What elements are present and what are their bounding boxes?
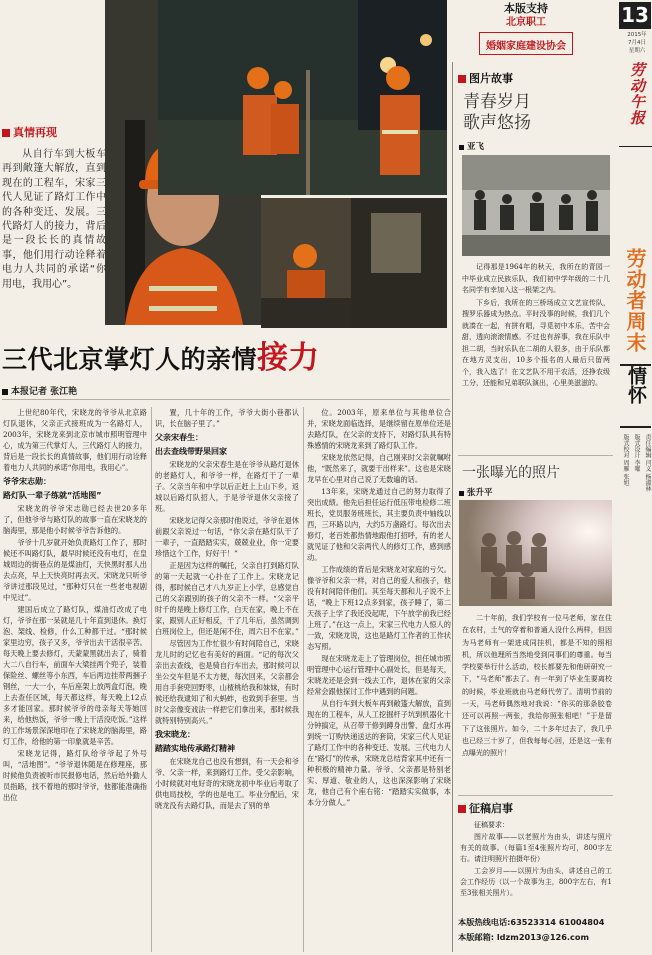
story-column-2 xyxy=(155,407,299,952)
repair-illustration xyxy=(261,198,447,328)
subheading: 爷爷宋志勋： xyxy=(3,477,51,486)
photo-workers-night xyxy=(158,0,447,195)
photo-story-title xyxy=(463,92,613,134)
exposure-body xyxy=(462,612,612,761)
headline-rule xyxy=(2,399,450,400)
headline-emphasis: 接力 xyxy=(257,340,320,376)
call-body xyxy=(460,820,612,900)
call-tag-label: 征稿启事 xyxy=(469,802,513,815)
story-column-1 xyxy=(3,407,147,952)
credit-design: 版式设计 李曜 xyxy=(633,434,640,472)
call-email: 本版邮箱: ldzm2013@126.com xyxy=(458,932,590,942)
author-square-icon xyxy=(459,145,464,150)
story-column-3 xyxy=(307,407,451,952)
photo-story-title-1: 青春岁月 xyxy=(463,92,531,112)
paragraph: 上世纪80年代，宋晓龙的爷爷从北京路灯队退休，父亲正式接班成为一名路灯人，2003年，宋晓龙来到北京市城市照明管理中心，成为第三代掌灯人，三代路灯人的接力，背后是一段长长的真情故事，他们用行动诠释着电力人共同的承诺“你用电，我用心”。 xyxy=(3,408,147,472)
photo-story-body xyxy=(462,262,610,391)
photo-tag-square-icon xyxy=(458,75,466,83)
column-title: 情怀 xyxy=(625,366,647,404)
photo-story-title-2: 歌声悠扬 xyxy=(463,113,531,133)
date-year: 2015年 xyxy=(627,32,647,38)
sponsor-line2-box xyxy=(479,32,573,55)
newspaper-logo: 劳动午报 xyxy=(628,62,646,126)
headline-main: 三代北京掌灯人的亲情 xyxy=(2,345,258,374)
paragraph: 位。2003年，原来单位与其他单位合并，宋晓龙面临选择，是继续留在原单位还是去路灯队，在父亲的支持下，对路灯队具有特殊感情的宋晓龙来到了路灯队工作。 xyxy=(307,408,451,450)
paragraph: 爷爷十几岁就开始负责路灯工作了，那时候还不叫路灯队，最早时候还没有电灯，在皇城周边的街巷点的是煤油灯，天快黑时那人出去点亮，早上天快亮时再去灭。宋晓龙只听爷爷讲过那段见过，“那种灯只在一些老电视剧中见过”。 xyxy=(3,538,147,602)
sponsor-line2: 婚姻家庭建设协会 xyxy=(486,41,566,52)
column-rule-2 xyxy=(303,407,304,952)
date-block xyxy=(622,31,652,55)
call-separator xyxy=(458,795,613,796)
paragraph: 13年来，宋晓龙通过自己的努力取得了突出成绩。他先后担任运行低压带电检修二班班长，党员服务班班长，其主要负责中轴线以西，三环路以内，大约5万盏路灯。每次出去修灯，老百姓都热情地跟他打招呼，有的老人就见证了他和父亲两代人的修灯工作，感到感动。 xyxy=(307,487,451,562)
exposure-author-square-icon xyxy=(459,491,464,496)
paragraph: 宋晓龙记得，路灯队给爷爷起了外号叫，“活地图”。“爷爷退休随是在修理座，那时候他负责被听市民报修电话，然后给外勤人员指路，找不着地的那时爷爷，他都能准确指出位 xyxy=(3,749,147,802)
paragraph: 在宋晓龙自己也没有想到，有一天会和爷爷、父亲一样，来到路灯工作。受父亲影响，小时候就对电好奇的宋晓龙初中毕业后考取了供电局技校，学的也是电工。毕业分配后，宋晓龙没有去路灯队，而是去了别的单 xyxy=(155,757,299,810)
photo-worker-repair xyxy=(261,198,447,328)
photo-story-author-name: 亚飞 xyxy=(467,142,485,152)
exposure-author xyxy=(459,486,493,498)
paragraph: 图片故事——以老照片为由头，讲述与照片有关的故事。（每篇1至4张照片均可，800字左右。请注明照片拍摄年份） xyxy=(460,833,612,863)
paragraph: 工作成绩的背后是宋晓龙对家庭的亏欠。像爷爷和父亲一样，对自己的爱人和孩子，他没有时间陪伴他们。其至每天都和儿子说不上话，“晚上下班12点多到家，孩子睡了，第二天孩子上学了我还没起呢，下午放学前我已经上班了。”在这一点上，宋家三代电力人惊人的一致，宋晓龙说，这也是路灯工作者的工作状态写照。 xyxy=(307,565,451,651)
headline xyxy=(2,332,452,377)
paragraph: 建国后成立了路灯队，煤油灯改成了电灯，爷爷在那一呆就是几十年直到退休。换灯泡、架线、检修，什么工种都干过。“那时候家里边穷，孩子又多，爷爷出去干活很辛苦。每天晚上要去修灯，天蒙蒙黑就出去了，骑着大二八自行车，前面车大梁挂两个兜子，装着保险丝、螺丝等小东西，车后两边挂带两捆子钢丝，一大一小，车后座架上放两盒灯泡，晚上去查任区域，每天都这样，每天晚上12点多才能回家。那时候爷爷的母亲每天等她回来，给他热饭，爷爷一晚上干活没吃饭。”这样的工作场景深深地印在了宋晓龙的脑海里，路灯工作，给他的第一印象就是辛苦。 xyxy=(3,605,147,746)
credit-proof: 版式校对 周雁 张旭 xyxy=(622,434,629,486)
paragraph: 二十年前，我们学校有一位马老师，家在住在农村，土气的穿着和普通人没什么两样，但因为马老师有一架进成同挂机，都是不知的照相机，所以他理所当然地受到同事们的尊重。每当学校要举行什么活动，校长都要先和他研研究一下，“马老师”都去了。有一年到了毕业生要离校的时候，毕业班就由马老师代劳了。清明节前的一天，马老师偶然地对我说：“你买的那条胶卷还可以再照一两张，我给你照张相吧！”于是留下了这张照片。如今，二十多年过去了，我几乎也已经三十岁了，但我每每心回，还是这一张有点曝光的照片！ xyxy=(462,614,612,758)
story-separator xyxy=(458,455,613,456)
paragraph: 正是因为这样的嘱托，父亲自打到路灯队的第一天起就一心扑在了工作上。宋晓龙记得，那时候自己才八九岁正上小学，总感觉自己的父亲跟别的孩子的父亲不一样。“父亲平时千的是晚上修灯工作，白天在家，晚上不在家，跟别人正好相反，干了几年后，虽然调到白班岗位上，但还是闲不住，周六日不在家。” xyxy=(155,561,299,636)
credits xyxy=(612,434,652,539)
credit-editor: 责任编辑 闫义 杨淑林 xyxy=(644,434,651,492)
photo-story-tag-label: 图片故事 xyxy=(469,72,513,85)
tag-square-icon xyxy=(2,129,10,137)
column-rule-1 xyxy=(151,407,152,952)
column-box xyxy=(620,364,651,428)
section-title: 劳动者周末 xyxy=(623,248,647,353)
exposed-photo-illustration xyxy=(459,500,612,606)
paragraph: 宋晓龙的爷爷宋志勋已经去世20多年了，但他爷爷与路灯队的故事一直在宋晓龙的脑海里，那是他小时候爷爷告诉他的。 xyxy=(3,504,147,535)
subheading: 父亲宋春生： xyxy=(155,433,203,442)
subheading: 踏踏实地传承路灯精神 xyxy=(155,744,235,753)
sponsor-label: 本版支持 xyxy=(504,2,548,15)
photo-story-tag xyxy=(458,70,513,86)
date-day: 7月4日 xyxy=(628,40,646,46)
sponsor-box xyxy=(452,2,600,58)
photo-exposed xyxy=(459,500,612,606)
exposure-author-name: 张升平 xyxy=(467,488,493,498)
exposure-title: 一张曝光的照片 xyxy=(462,465,560,481)
paragraph: 尽管因为工作忙很少有时间陪自己，宋晓龙儿时的记忆也有美好的画面。“记的每次父亲出去查线，也是骑自行车出去，那时候可以坐公交车但是不太方便，每次回来，父亲都会用自手套兜回野枣，山楂桃给我和妹妹，有时候还给我逮知了和大蚂蚱，也致到手套里。当时父亲像变戏法一样把它们拿出来，那时候我就特别特别高兴。” xyxy=(155,639,299,725)
paragraph: 工会岁月——以照片为由头，讲述自己的工会工作经历（以一个故事为主，800字左右，有1至3张相关照片）。 xyxy=(460,867,612,897)
paragraph: 宋晓龙依然记得，自己刚来时父亲就嘱咐他，“既然来了，就要干出样来”。这也是宋晓龙早在心里对自己说了无数遍的话。 xyxy=(307,453,451,484)
sponsor-line1: 北京职工 xyxy=(506,17,546,28)
paragraph: 宋晓龙记得父亲那时他说过，爷爷在退休前跟父亲说过一句话，“你父亲在路灯队干了一辈子，一直踏踏实实，兢兢业业，你一定要珍惜这个工作，好好干！” xyxy=(155,516,299,558)
lead-paragraph: 从自行车到大板车再到敞篷大解放，直到现在的工程车，宋家三代人见证了路灯工作中的各种变迁、发展。三代路灯人的接力，背后是一段长长的真情故事，他们用行动诠释着电力人共同的承诺“你用电，我用心”。 xyxy=(2,149,106,290)
paragraph: 征稿要求： xyxy=(474,821,509,829)
byline-square-icon xyxy=(2,389,8,395)
paragraph: 置，几十年的工作，爷爷大街小巷都认识，长在脑子里了。” xyxy=(155,408,299,428)
page-number: 13 xyxy=(621,3,649,27)
photo-story-author xyxy=(459,140,484,152)
call-tag-square-icon xyxy=(458,805,466,813)
night-work-illustration xyxy=(158,0,447,195)
subheading: 我宋晓龙： xyxy=(155,730,195,739)
subheading: 路灯队一辈子练就“活地图” xyxy=(3,491,102,500)
section-rule xyxy=(452,62,453,952)
date-weekday: 星期六 xyxy=(628,48,646,54)
paragraph: 现在宋晓龙走上了管理岗位，担任城市照明管理中心运行管理中心副处长，但是每天，宋晓龙还是会到一线去工作，退休在家的父亲经常会跟他探讨工作中遇到的问题。 xyxy=(307,654,451,696)
paragraph: 下乡后，我所在的三桥场成立文艺宣传队，搜罗乐器成为热点。平时没事的时候，我们几个就凑在一起，有拼有唱，寻觅初中本乐，苦中会甜，透向滚滚情感。不过也有辞事，我在乐队中担二胡，当时乐队在二胡的人很多，由于乐队都在地方灵支出，10多个报名的人最后只留两个，我入选了！在文艺队不用干农活，还挣农级工分，还能和兄弟联队演出，心里美滋滋的。 xyxy=(462,298,610,387)
story-tag xyxy=(2,124,102,140)
photo-band-old xyxy=(462,155,610,256)
paragraph: 宋晓龙的父亲宋春生是在爷爷从路灯退休的老路灯人，和爷爷一样，在路灯干了一辈子。父亲当年和中学以后正赶上上山下乡，返城以后路灯队招人，于是爷爷退休父亲接了班。 xyxy=(155,460,299,513)
call-tag xyxy=(458,800,513,816)
subheading: 出去查线带野果回家 xyxy=(155,447,227,456)
page-number-block xyxy=(619,2,651,29)
paragraph: 从自行车到大板车再到敞篷大解放，直到现在的工程车，从人工挖掘杆子坑到机器化十分钟搞定，从召带干修到蹲身出警、盘灯水再到统一订购快递送达的套筒，宋家三代人见证了路灯工作中的各种变迁、发展。三代电力人在“路灯”的传承，宋晓龙总结背家其中还有一种积极的精神力量。爷爷、父亲都是特别老实、厚道、敬业的人，这也深深影响了宋晓龙，他自己有个座右铭：“踏踏实实做事，本本分分做人。” xyxy=(307,699,451,807)
byline-text: 本报记者 张江艳 xyxy=(11,387,78,397)
call-hotline: 本版热线电话:63523314 61004804 xyxy=(458,917,605,927)
story-tag-label: 真情再现 xyxy=(13,126,57,139)
band-photo-illustration xyxy=(462,155,610,256)
masthead-divider xyxy=(619,146,652,147)
byline xyxy=(2,384,202,397)
paragraph: 记得那是1964年的秋天，我所在的青园一中毕业成立民族乐队，我们初中学年级的二十几名同学有幸加入这一根架之内。 xyxy=(462,263,610,294)
